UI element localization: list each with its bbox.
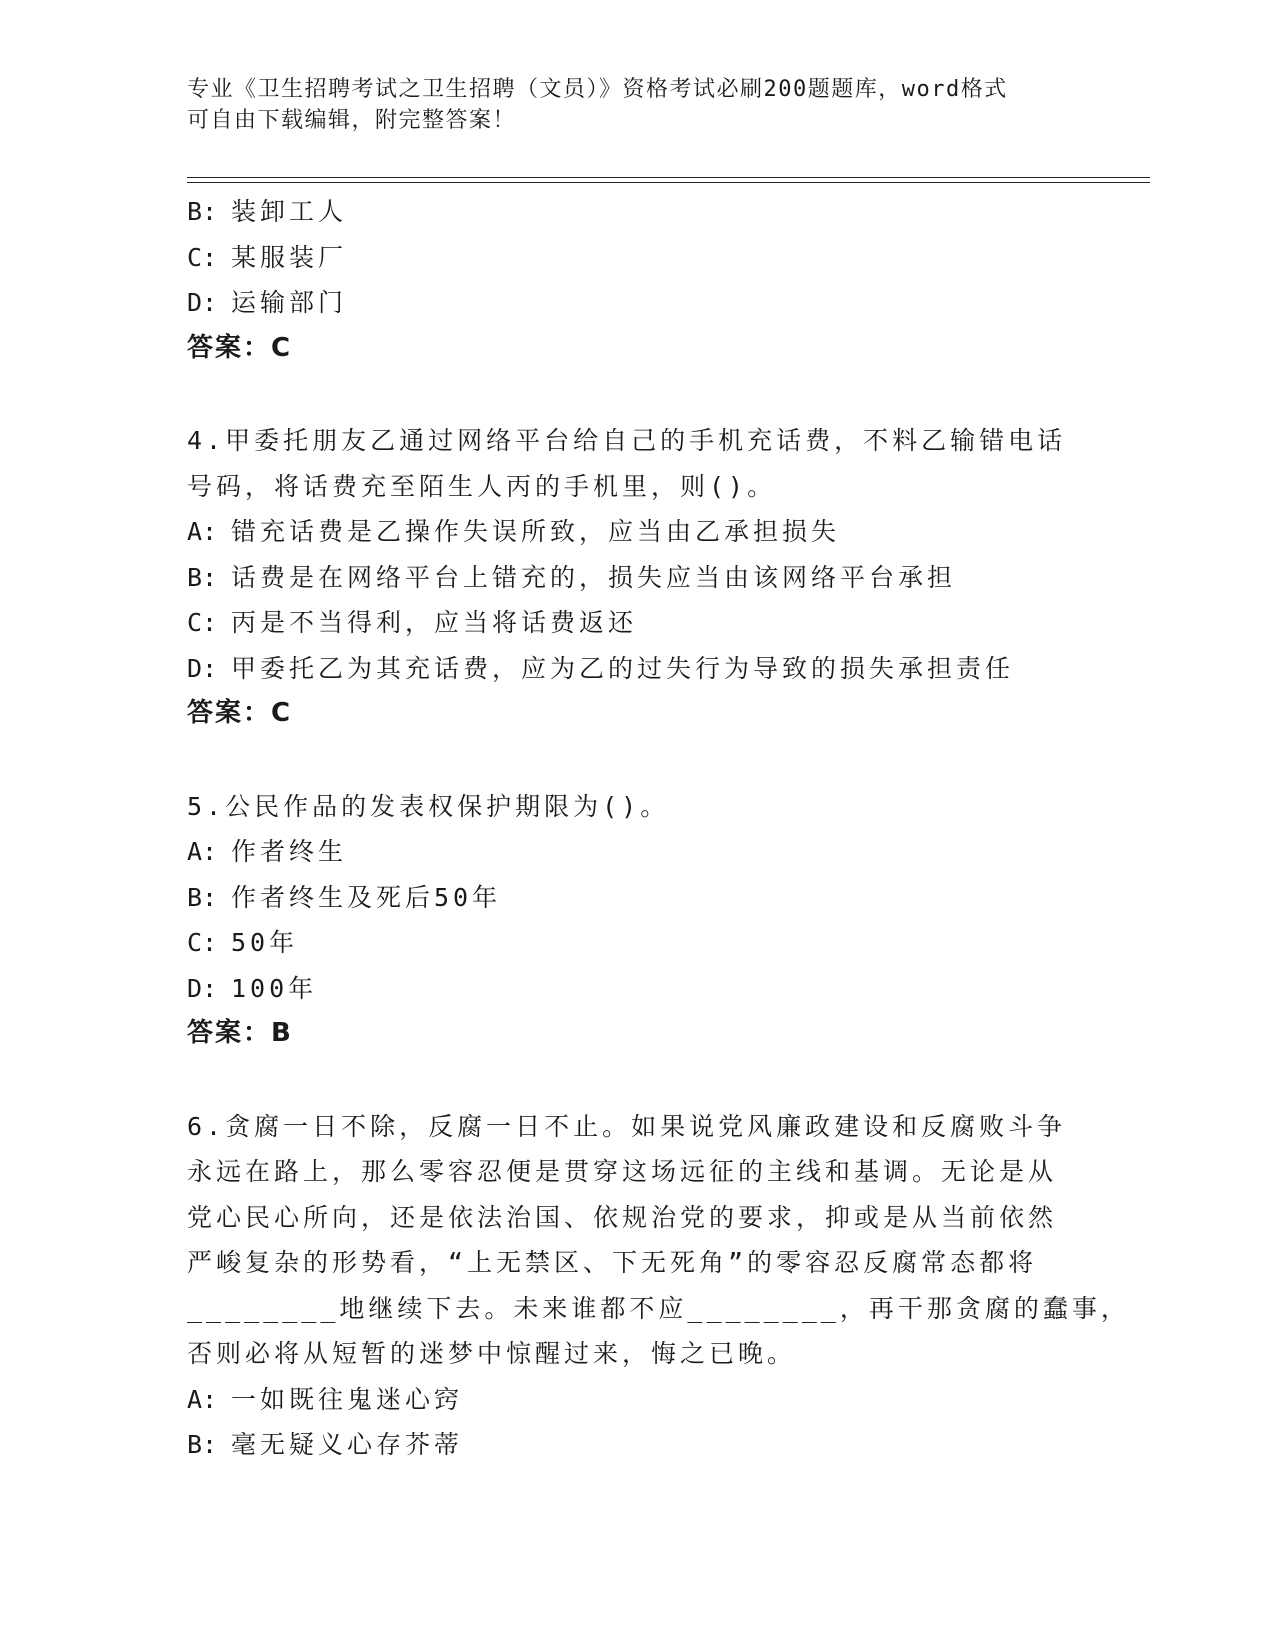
document-header (187, 74, 1067, 136)
question-stem-line: 永远在路上，那么零容忍便是贯穿这场远征的主线和基调。无论是从 (187, 1157, 1058, 1186)
question-stem-line: 号码，将话费充至陌生人丙的手机里，则()。 (187, 471, 777, 501)
option-b: B: 装卸工人 (187, 197, 348, 226)
header-line-1: 专业《卫生招聘考试之卫生招聘（文员）》资格考试必刷200题题库，word格式 (187, 77, 1008, 102)
option-d: D: 甲委托乙为其充话费，应为乙的过失行为导致的损失承担责任 (187, 653, 1015, 683)
option-a: A: 一如既往鬼迷心窍 (187, 1384, 464, 1414)
option-c: C: 丙是不当得利，应当将话费返还 (187, 608, 638, 637)
option-a: A: 错充话费是乙操作失误所致，应当由乙承担损失 (187, 517, 841, 546)
header-rule-top (187, 177, 1150, 178)
header-rule-bottom (187, 182, 1150, 183)
option-d: D: 运输部门 (187, 288, 348, 317)
question-stem-line: 6.贪腐一日不除，反腐一日不止。如果说党风廉政建设和反腐败斗争 (187, 1111, 1067, 1141)
spacer (187, 1057, 1067, 1104)
question-5 (187, 784, 1067, 1057)
question-stem-line: ________地继续下去。未来谁都不应________，再干那贪腐的蠢事， (187, 1293, 1130, 1323)
option-b: B: 话费是在网络平台上错充的，损失应当由该网络平台承担 (187, 562, 957, 592)
option-a: A: 作者终生 (187, 837, 348, 866)
question-stem-line: 否则必将从短暂的迷梦中惊醒过来，悔之已晚。 (187, 1339, 797, 1368)
option-b: B: 毫无疑义心存芥蒂 (187, 1430, 464, 1459)
option-c: C: 某服装厂 (187, 242, 348, 272)
header-line-2: 可自由下载编辑，附完整答案！ (187, 108, 517, 133)
option-d: D: 100年 (187, 973, 318, 1003)
answer-label: 答案：C (187, 698, 293, 728)
answer-label: 答案：B (187, 1018, 293, 1048)
question-list (187, 189, 1130, 1468)
option-b: B: 作者终生及死后50年 (187, 882, 502, 912)
spacer (187, 371, 1067, 418)
question-4 (187, 418, 1067, 737)
question-stem-line: 5.公民作品的发表权保护期限为()。 (187, 791, 670, 821)
question-fragment (187, 189, 1067, 371)
option-c: C: 50年 (187, 928, 299, 957)
spacer (187, 737, 1067, 784)
question-6 (187, 1104, 1130, 1468)
question-stem-line: 党心民心所向，还是依法治国、依规治党的要求，抑或是从当前依然 (187, 1202, 1058, 1232)
answer-label: 答案：C (187, 332, 293, 363)
question-stem-line: 4.甲委托朋友乙通过网络平台给自己的手机充话费，不料乙输错电话 (187, 426, 1067, 455)
question-stem-line: 严峻复杂的形势看，“上无禁区、下无死角”的零容忍反腐常态都将 (187, 1248, 1038, 1277)
